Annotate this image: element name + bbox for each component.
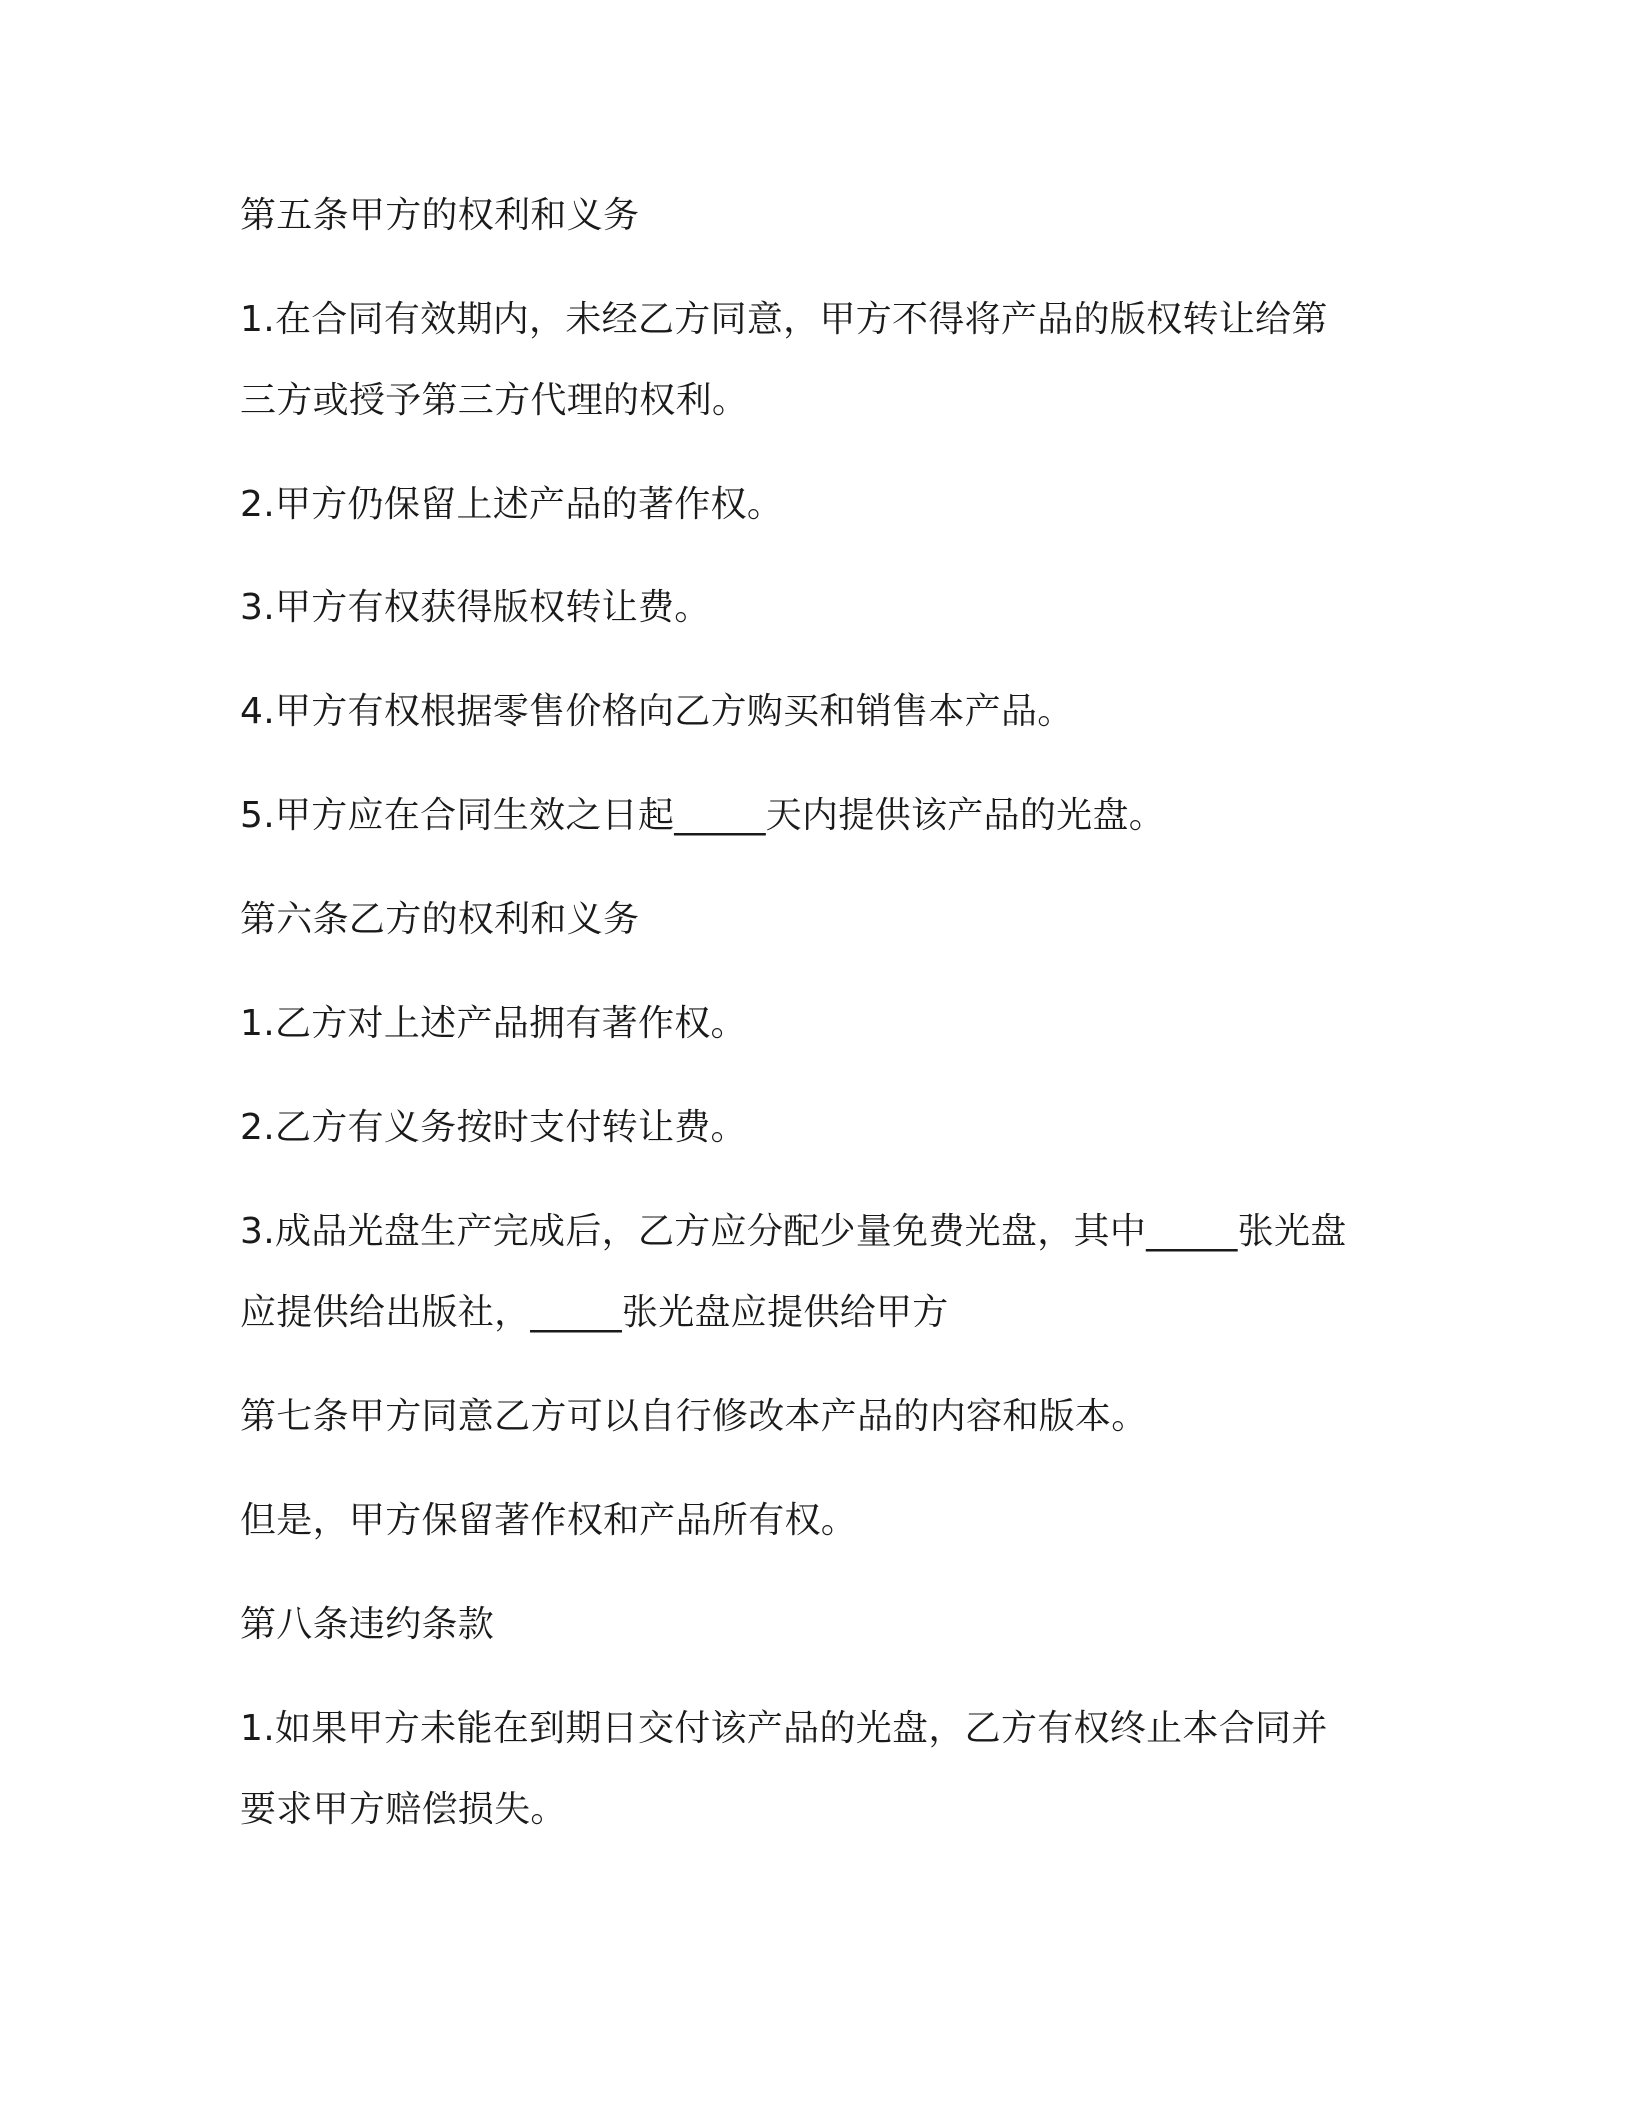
article-5-heading: 第五条甲方的权利和义务 bbox=[240, 195, 640, 236]
article-6-item-3-line-1: 3.成品光盘生产完成后，乙方应分配少量免费光盘，其中_____张光盘 bbox=[240, 1211, 1347, 1252]
article-6-item-3-line-2: 应提供给出版社，_____张光盘应提供给甲方 bbox=[240, 1292, 949, 1333]
article-6-heading: 第六条乙方的权利和义务 bbox=[240, 899, 640, 940]
article-5-item-1-line-2: 三方或授予第三方代理的权利。 bbox=[240, 380, 749, 421]
article-8-item-1-line-2: 要求甲方赔偿损失。 bbox=[240, 1789, 567, 1830]
article-5-item-1-line-1: 1.在合同有效期内，未经乙方同意，甲方不得将产品的版权转让给第 bbox=[240, 299, 1328, 340]
article-5-item-3: 3.甲方有权获得版权转让费。 bbox=[240, 587, 711, 628]
article-8-heading: 第八条违约条款 bbox=[240, 1604, 495, 1645]
article-8-item-1-line-1: 1.如果甲方未能在到期日交付该产品的光盘，乙方有权终止本合同并 bbox=[240, 1708, 1328, 1749]
article-5-item-4: 4.甲方有权根据零售价格向乙方购买和销售本产品。 bbox=[240, 691, 1074, 732]
article-7-line-2: 但是，甲方保留著作权和产品所有权。 bbox=[240, 1500, 858, 1541]
article-6-item-1: 1.乙方对上述产品拥有著作权。 bbox=[240, 1003, 747, 1044]
article-6-item-2: 2.乙方有义务按时支付转让费。 bbox=[240, 1107, 747, 1148]
article-7-line-1: 第七条甲方同意乙方可以自行修改本产品的内容和版本。 bbox=[240, 1396, 1148, 1437]
article-5-item-2: 2.甲方仍保留上述产品的著作权。 bbox=[240, 484, 784, 525]
article-5-item-5: 5.甲方应在合同生效之日起_____天内提供该产品的光盘。 bbox=[240, 795, 1166, 836]
